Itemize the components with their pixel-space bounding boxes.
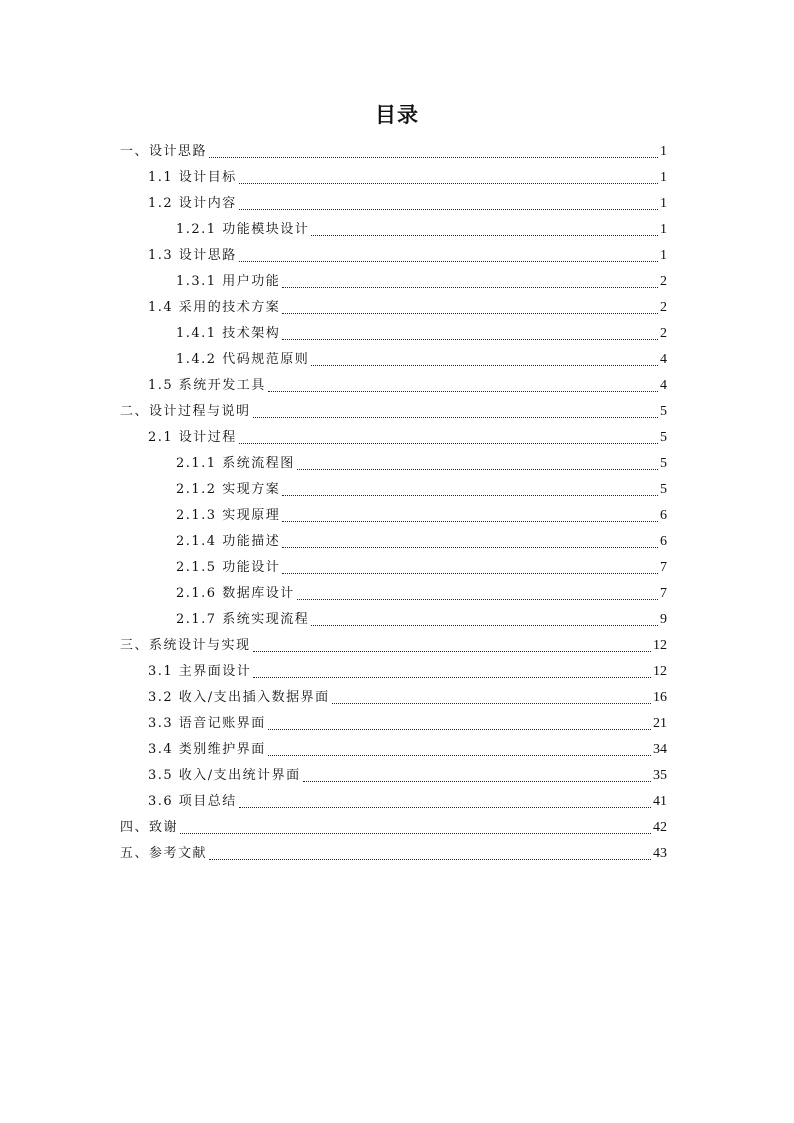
toc-entry-label: 1.4 采用的技术方案 — [148, 300, 281, 315]
toc-entry-page: 2 — [660, 326, 667, 341]
toc-dot-leader — [209, 156, 658, 158]
toc-entry-label: 3.3 语音记账界面 — [148, 716, 266, 731]
toc-dot-leader — [282, 286, 658, 288]
toc-entry[interactable] — [148, 243, 667, 269]
toc-dot-leader — [282, 546, 658, 548]
toc-dot-leader — [253, 416, 658, 418]
toc-entry-page: 5 — [660, 482, 667, 497]
toc-entry-label: 2.1.5 功能设计 — [176, 560, 281, 575]
toc-entry-label: 2.1.3 实现原理 — [176, 508, 281, 523]
toc-dot-leader — [297, 468, 658, 470]
toc-dot-leader — [239, 442, 658, 444]
toc-entry-page: 4 — [660, 378, 667, 393]
toc-entry-page: 34 — [653, 742, 667, 757]
toc-dot-leader — [253, 650, 651, 652]
toc-entry-page: 1 — [660, 248, 667, 263]
toc-entry-page: 7 — [660, 586, 667, 601]
toc-entry[interactable] — [120, 841, 667, 867]
toc-entry-label: 1.4.2 代码规范原则 — [176, 352, 310, 367]
toc-entry[interactable] — [148, 737, 667, 763]
toc-entry[interactable] — [176, 581, 667, 607]
toc-entry-label: 3.4 类别维护界面 — [148, 742, 266, 757]
toc-entry-label: 四、致谢 — [120, 820, 179, 835]
toc-entry-page: 6 — [660, 534, 667, 549]
toc-entry-page: 35 — [653, 768, 667, 783]
toc-entry[interactable] — [176, 529, 667, 555]
toc-entry-label: 2.1.2 实现方案 — [176, 482, 281, 497]
toc-entry-label: 1.3.1 用户功能 — [176, 274, 281, 289]
toc-dot-leader — [311, 624, 658, 626]
toc-entry[interactable] — [176, 347, 667, 373]
toc-entry-page: 12 — [653, 638, 667, 653]
toc-dot-leader — [282, 312, 658, 314]
toc-entry-page: 6 — [660, 508, 667, 523]
toc-entry-page: 5 — [660, 456, 667, 471]
toc-entry[interactable] — [148, 295, 667, 321]
toc-dot-leader — [282, 494, 658, 496]
toc-entry-page: 1 — [660, 222, 667, 237]
toc-entry[interactable] — [176, 269, 667, 295]
toc-entry-page: 9 — [660, 612, 667, 627]
toc-entry[interactable] — [176, 503, 667, 529]
page-title: 目录 — [375, 103, 419, 127]
toc-dot-leader — [332, 702, 651, 704]
toc-entry-label: 1.3 设计思路 — [148, 248, 237, 263]
toc-entry[interactable] — [148, 373, 667, 399]
toc-entry[interactable] — [148, 165, 667, 191]
toc-entry[interactable] — [148, 685, 667, 711]
toc-entry-label: 1.1 设计目标 — [148, 170, 237, 185]
toc-entry-page: 21 — [653, 716, 667, 731]
toc-entry-label: 三、系统设计与实现 — [120, 638, 251, 653]
toc-dot-leader — [209, 858, 651, 860]
toc-entry-label: 2.1.6 数据库设计 — [176, 586, 295, 601]
toc-entry-page: 1 — [660, 196, 667, 211]
toc-entry[interactable] — [148, 763, 667, 789]
toc-entry-page: 5 — [660, 430, 667, 445]
toc-entry-page: 4 — [660, 352, 667, 367]
toc-dot-leader — [297, 598, 658, 600]
toc-entry-label: 2.1.1 系统流程图 — [176, 456, 295, 471]
toc-entry[interactable] — [148, 711, 667, 737]
toc-dot-leader — [239, 208, 658, 210]
toc-entry[interactable] — [148, 789, 667, 815]
toc-entry-page: 42 — [653, 820, 667, 835]
toc-entry-label: 2.1 设计过程 — [148, 430, 237, 445]
toc-dot-leader — [311, 234, 658, 236]
toc-entry[interactable] — [176, 451, 667, 477]
toc-entry-page: 1 — [660, 144, 667, 159]
toc-dot-leader — [268, 754, 651, 756]
toc-dot-leader — [268, 390, 658, 392]
toc-entry[interactable] — [148, 659, 667, 685]
toc-entry-page: 16 — [653, 690, 667, 705]
toc-entry[interactable] — [176, 555, 667, 581]
toc-entry[interactable] — [148, 425, 667, 451]
toc-entry-label: 2.1.7 系统实现流程 — [176, 612, 310, 627]
toc-entry-page: 41 — [653, 794, 667, 809]
toc-entry[interactable] — [120, 139, 667, 165]
toc-dot-leader — [282, 338, 658, 340]
toc-entry-page: 43 — [653, 846, 667, 861]
toc-dot-leader — [253, 676, 651, 678]
toc-entry-label: 1.2.1 功能模块设计 — [176, 222, 310, 237]
toc-entry-page: 2 — [660, 300, 667, 315]
toc-entry-label: 3.5 收入/支出统计界面 — [148, 768, 301, 783]
toc-dot-leader — [311, 364, 658, 366]
toc-entry[interactable] — [176, 217, 667, 243]
toc-dot-leader — [282, 572, 658, 574]
toc-entry[interactable] — [176, 607, 667, 633]
toc-entry-label: 3.1 主界面设计 — [148, 664, 252, 679]
toc-entry-label: 五、参考文献 — [120, 846, 208, 861]
toc-entry-page: 7 — [660, 560, 667, 575]
toc-entry-page: 12 — [653, 664, 667, 679]
toc-dot-leader — [303, 780, 651, 782]
toc-entry-page: 2 — [660, 274, 667, 289]
toc-dot-leader — [239, 182, 658, 184]
toc-dot-leader — [268, 728, 651, 730]
toc-dot-leader — [239, 806, 651, 808]
toc-entry-label: 3.6 项目总结 — [148, 794, 237, 809]
toc-entry[interactable] — [120, 633, 667, 659]
toc-entry[interactable] — [148, 191, 667, 217]
toc-entry-label: 1.5 系统开发工具 — [148, 378, 266, 393]
toc-entry-label: 一、设计思路 — [120, 144, 208, 159]
toc-entry[interactable] — [176, 321, 667, 347]
toc-entry-page: 5 — [660, 404, 667, 419]
toc-entry-label: 二、设计过程与说明 — [120, 404, 251, 419]
toc-entry-label: 1.2 设计内容 — [148, 196, 237, 211]
toc-entry[interactable] — [176, 477, 667, 503]
toc-entry-page: 1 — [660, 170, 667, 185]
toc-entry-label: 2.1.4 功能描述 — [176, 534, 281, 549]
toc-entry-label: 3.2 收入/支出插入数据界面 — [148, 690, 330, 705]
toc-dot-leader — [239, 260, 658, 262]
toc-entry-label: 1.4.1 技术架构 — [176, 326, 281, 341]
toc-entry[interactable] — [120, 815, 667, 841]
toc-entry[interactable] — [120, 399, 667, 425]
toc-dot-leader — [282, 520, 658, 522]
toc-dot-leader — [180, 832, 651, 834]
